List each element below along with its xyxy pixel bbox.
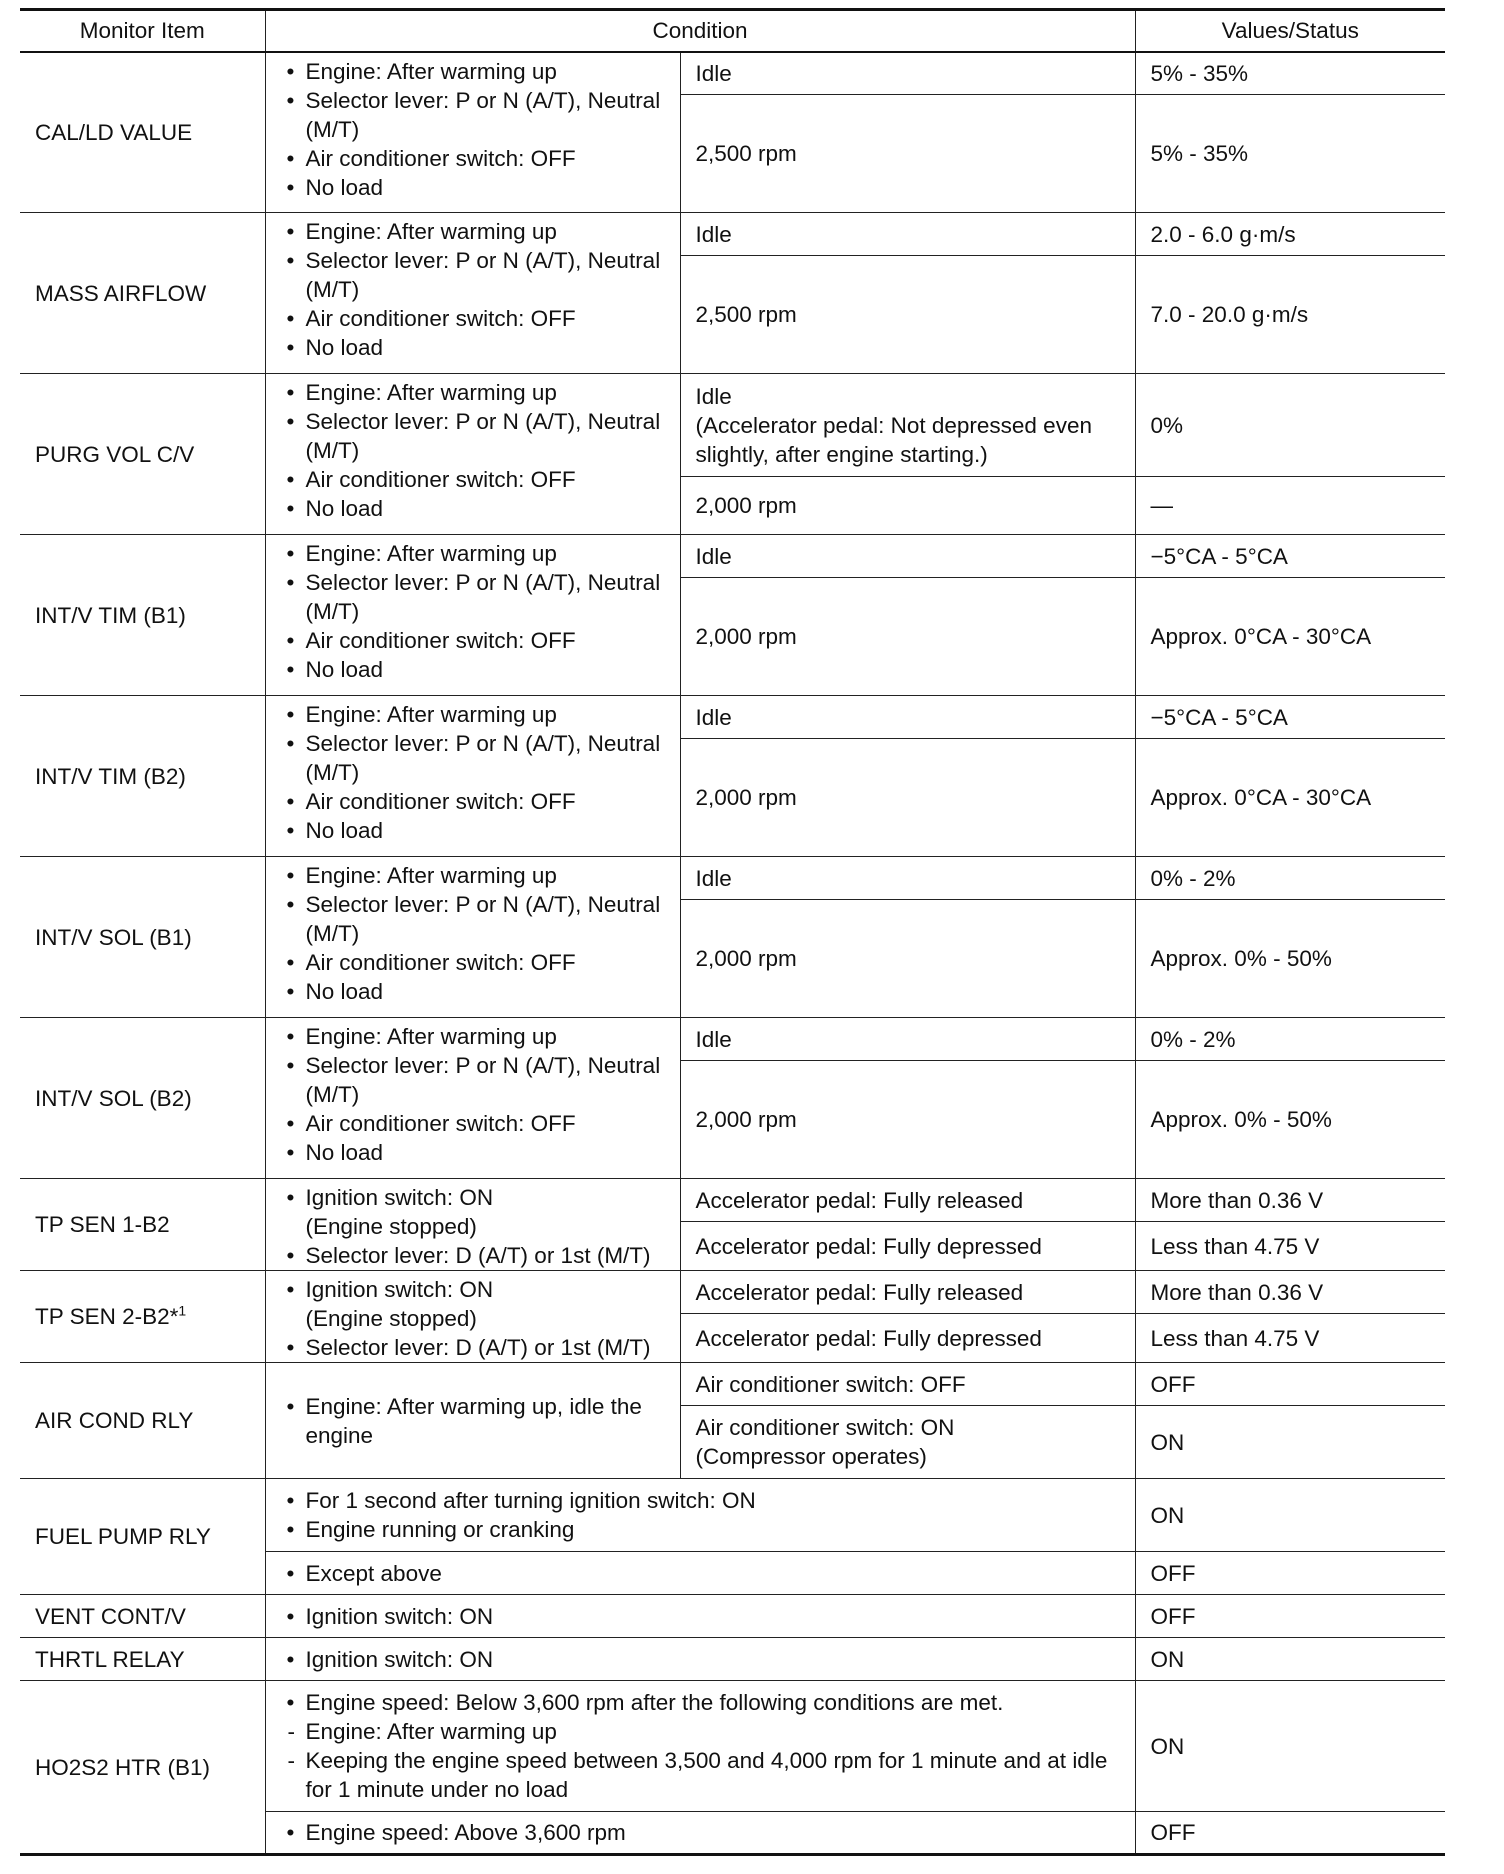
condition-bullet: • No load — [280, 977, 674, 1006]
table-row — [20, 1595, 1445, 1638]
condition-list — [280, 861, 674, 1006]
table-header-row — [20, 10, 1445, 52]
value-cell: ON — [1135, 1406, 1445, 1479]
value-cell: OFF — [1135, 1552, 1445, 1595]
value-cell: Approx. 0°CA - 30°CA — [1135, 578, 1445, 696]
condition-bullet: • Engine: After warming up — [280, 700, 674, 729]
condition-bullet: • Ignition switch: ON — [280, 1645, 1129, 1674]
condition-list-cell — [265, 213, 680, 374]
condition-cell: 2,000 rpm — [680, 477, 1135, 535]
value-cell: 5% - 35% — [1135, 95, 1445, 213]
value-cell: More than 0.36 V — [1135, 1179, 1445, 1222]
condition-list-cell — [265, 1363, 680, 1479]
condition-list — [280, 1486, 1129, 1544]
condition-cell — [680, 1406, 1135, 1479]
condition-list — [280, 1392, 674, 1450]
table-row — [20, 1271, 1445, 1314]
value-cell: 2.0 - 6.0 g·m/s — [1135, 213, 1445, 256]
table-row — [20, 213, 1445, 256]
monitor-item-cell: MASS AIRFLOW — [20, 213, 265, 374]
monitor-item-cell: HO2S2 HTR (B1) — [20, 1681, 265, 1855]
value-cell: OFF — [1135, 1595, 1445, 1638]
condition-bullet: • Selector lever: P or N (A/T), Neutral (M/T) — [280, 407, 674, 465]
monitor-item-table — [20, 8, 1445, 1856]
table-row — [20, 1479, 1445, 1552]
condition-bullet: • For 1 second after turning ignition switch: ON — [280, 1486, 1129, 1515]
condition-bullet: • No load — [280, 333, 674, 362]
table-row — [20, 374, 1445, 477]
condition-bullet: • Air conditioner switch: OFF — [280, 304, 674, 333]
condition-line: Air conditioner switch: ON — [695, 1415, 955, 1440]
condition-bullet: • Selector lever: P or N (A/T), Neutral (M/T) — [280, 86, 674, 144]
value-cell: 5% - 35% — [1135, 52, 1445, 95]
condition-bullet: • Air conditioner switch: OFF — [280, 1109, 674, 1138]
condition-cell: Idle — [680, 52, 1135, 95]
condition-bullet: • No load — [280, 494, 674, 523]
condition-cell: 2,500 rpm — [680, 95, 1135, 213]
condition-sub-item: - Keeping the engine speed between 3,500 and 4,000 rpm for 1 minute and at idle for 1 minute under no load — [280, 1746, 1129, 1804]
condition-bullet: • Air conditioner switch: OFF — [280, 626, 674, 655]
monitor-item-cell: CAL/LD VALUE — [20, 52, 265, 213]
condition-cell: 2,000 rpm — [680, 1061, 1135, 1179]
condition-list — [280, 1183, 674, 1270]
monitor-item-cell: VENT CONT/V — [20, 1595, 265, 1638]
monitor-item-cell: INT/V SOL (B2) — [20, 1018, 265, 1179]
value-cell: −5°CA - 5°CA — [1135, 535, 1445, 578]
monitor-item-cell: INT/V TIM (B1) — [20, 535, 265, 696]
value-cell: Less than 4.75 V — [1135, 1314, 1445, 1363]
value-cell: Approx. 0°CA - 30°CA — [1135, 739, 1445, 857]
condition-bullet: • Air conditioner switch: OFF — [280, 948, 674, 977]
value-cell: Approx. 0% - 50% — [1135, 900, 1445, 1018]
condition-list-cell — [265, 52, 680, 213]
condition-bullet: • Selector lever: P or N (A/T), Neutral (M/T) — [280, 890, 674, 948]
monitor-item-cell: THRTL RELAY — [20, 1638, 265, 1681]
condition-bullet: • Engine: After warming up — [280, 57, 674, 86]
condition-list — [280, 1688, 1129, 1804]
condition-bullet: • No load — [280, 816, 674, 845]
condition-bullet: • Selector lever: P or N (A/T), Neutral (M/T) — [280, 246, 674, 304]
condition-list — [280, 1602, 1129, 1631]
condition-bullet: • Air conditioner switch: OFF — [280, 465, 674, 494]
condition-line: (Compressor operates) — [695, 1444, 927, 1469]
condition-bullet: • No load — [280, 1138, 674, 1167]
condition-bullet: • Air conditioner switch: OFF — [280, 144, 674, 173]
header-condition: Condition — [265, 10, 1135, 52]
condition-list-cell — [265, 1271, 680, 1363]
condition-bullet: • Except above — [280, 1559, 1129, 1588]
condition-list — [280, 1275, 674, 1362]
condition-line: Idle — [695, 383, 732, 409]
table-row — [20, 1363, 1445, 1406]
monitor-item-cell: INT/V TIM (B2) — [20, 696, 265, 857]
condition-sub-item: - Engine: After warming up — [280, 1717, 1129, 1746]
condition-bullet: • Selector lever: P or N (A/T), Neutral (M/T) — [280, 1051, 674, 1109]
condition-list-cell — [265, 535, 680, 696]
condition-list — [280, 700, 674, 845]
table-row — [20, 1018, 1445, 1061]
condition-list — [280, 1559, 1129, 1588]
condition-cell: Idle — [680, 213, 1135, 256]
condition-bullet: • Ignition switch: ON — [280, 1602, 1129, 1631]
value-cell: More than 0.36 V — [1135, 1271, 1445, 1314]
condition-cell: Idle — [680, 696, 1135, 739]
condition-bullet: • No load — [280, 173, 674, 202]
condition-list — [280, 1022, 674, 1167]
condition-line: (Accelerator pedal: Not depressed even slightly, after engine starting.) — [695, 412, 1092, 467]
condition-cell: 2,000 rpm — [680, 578, 1135, 696]
value-cell: −5°CA - 5°CA — [1135, 696, 1445, 739]
footnote-marker: 1 — [178, 1302, 187, 1319]
condition-cell: Idle — [680, 1018, 1135, 1061]
monitor-item-cell: FUEL PUMP RLY — [20, 1479, 265, 1595]
condition-cell: 2,000 rpm — [680, 900, 1135, 1018]
value-cell: OFF — [1135, 1812, 1445, 1855]
value-cell: OFF — [1135, 1363, 1445, 1406]
condition-cell: Accelerator pedal: Fully depressed — [680, 1314, 1135, 1363]
condition-bullet: • Engine: After warming up, idle the engine — [280, 1392, 674, 1450]
condition-cell: Accelerator pedal: Fully released — [680, 1271, 1135, 1314]
monitor-item-cell: PURG VOL C/V — [20, 374, 265, 535]
monitor-item-cell: TP SEN 2-B2*$^1$ — [20, 1271, 265, 1363]
table-row — [20, 1681, 1445, 1812]
header-values-status: Values/Status — [1135, 10, 1445, 52]
condition-list — [280, 1818, 1129, 1847]
condition-bullet: • Engine: After warming up — [280, 1022, 674, 1051]
value-cell: 0% - 2% — [1135, 857, 1445, 900]
condition-bullet: • Ignition switch: ON (Engine stopped) — [280, 1275, 674, 1333]
condition-bullet: • Engine: After warming up — [280, 539, 674, 568]
table-row — [20, 696, 1445, 739]
value-cell: — — [1135, 477, 1445, 535]
table-row — [20, 1179, 1445, 1222]
condition-cell — [680, 374, 1135, 477]
table-row — [20, 1638, 1445, 1681]
condition-bullet: • Selector lever: D (A/T) or 1st (M/T) — [280, 1241, 674, 1270]
condition-cell: Air conditioner switch: OFF — [680, 1363, 1135, 1406]
condition-cell: Accelerator pedal: Fully depressed — [680, 1222, 1135, 1271]
condition-list-cell — [265, 1638, 1135, 1681]
value-cell: ON — [1135, 1479, 1445, 1552]
table-row — [20, 52, 1445, 95]
condition-bullet: • Air conditioner switch: OFF — [280, 787, 674, 816]
condition-list — [280, 1645, 1129, 1674]
condition-list — [280, 378, 674, 523]
condition-list — [280, 57, 674, 202]
value-cell: Approx. 0% - 50% — [1135, 1061, 1445, 1179]
condition-bullet: • Engine running or cranking — [280, 1515, 1129, 1544]
condition-list — [280, 217, 674, 362]
condition-list-cell — [265, 1681, 1135, 1812]
condition-list-cell — [265, 1812, 1135, 1855]
condition-cell: 2,500 rpm — [680, 256, 1135, 374]
condition-list-cell — [265, 1018, 680, 1179]
table-row — [20, 857, 1445, 900]
header-monitor-item: Monitor Item — [20, 10, 265, 52]
monitor-item-cell: TP SEN 1-B2 — [20, 1179, 265, 1271]
value-cell: ON — [1135, 1681, 1445, 1812]
condition-bullet: • Engine: After warming up — [280, 861, 674, 890]
condition-bullet: • No load — [280, 655, 674, 684]
monitor-item-cell: INT/V SOL (B1) — [20, 857, 265, 1018]
condition-bullet: • Engine speed: Above 3,600 rpm — [280, 1818, 1129, 1847]
table-row — [20, 535, 1445, 578]
condition-cell: 2,000 rpm — [680, 739, 1135, 857]
condition-bullet: • Engine: After warming up — [280, 378, 674, 407]
value-cell: 0% - 2% — [1135, 1018, 1445, 1061]
condition-bullet: • Selector lever: P or N (A/T), Neutral (M/T) — [280, 729, 674, 787]
condition-list-cell — [265, 374, 680, 535]
condition-list-cell — [265, 1179, 680, 1271]
condition-bullet: • Selector lever: D (A/T) or 1st (M/T) — [280, 1333, 674, 1362]
monitor-item-cell: AIR COND RLY — [20, 1363, 265, 1479]
condition-bullet: • Ignition switch: ON (Engine stopped) — [280, 1183, 674, 1241]
condition-list-cell — [265, 1479, 1135, 1552]
value-cell: 0% — [1135, 374, 1445, 477]
condition-list-cell — [265, 1595, 1135, 1638]
condition-cell: Idle — [680, 535, 1135, 578]
condition-cell: Idle — [680, 857, 1135, 900]
condition-list-cell — [265, 1552, 1135, 1595]
value-cell: Less than 4.75 V — [1135, 1222, 1445, 1271]
condition-list-cell — [265, 857, 680, 1018]
condition-bullet: • Engine: After warming up — [280, 217, 674, 246]
condition-bullet: • Selector lever: P or N (A/T), Neutral (M/T) — [280, 568, 674, 626]
value-cell: 7.0 - 20.0 g·m/s — [1135, 256, 1445, 374]
condition-bullet: • Engine speed: Below 3,600 rpm after the following conditions are met. — [280, 1688, 1129, 1717]
condition-list-cell — [265, 696, 680, 857]
condition-cell: Accelerator pedal: Fully released — [680, 1179, 1135, 1222]
condition-list — [280, 539, 674, 684]
value-cell: ON — [1135, 1638, 1445, 1681]
